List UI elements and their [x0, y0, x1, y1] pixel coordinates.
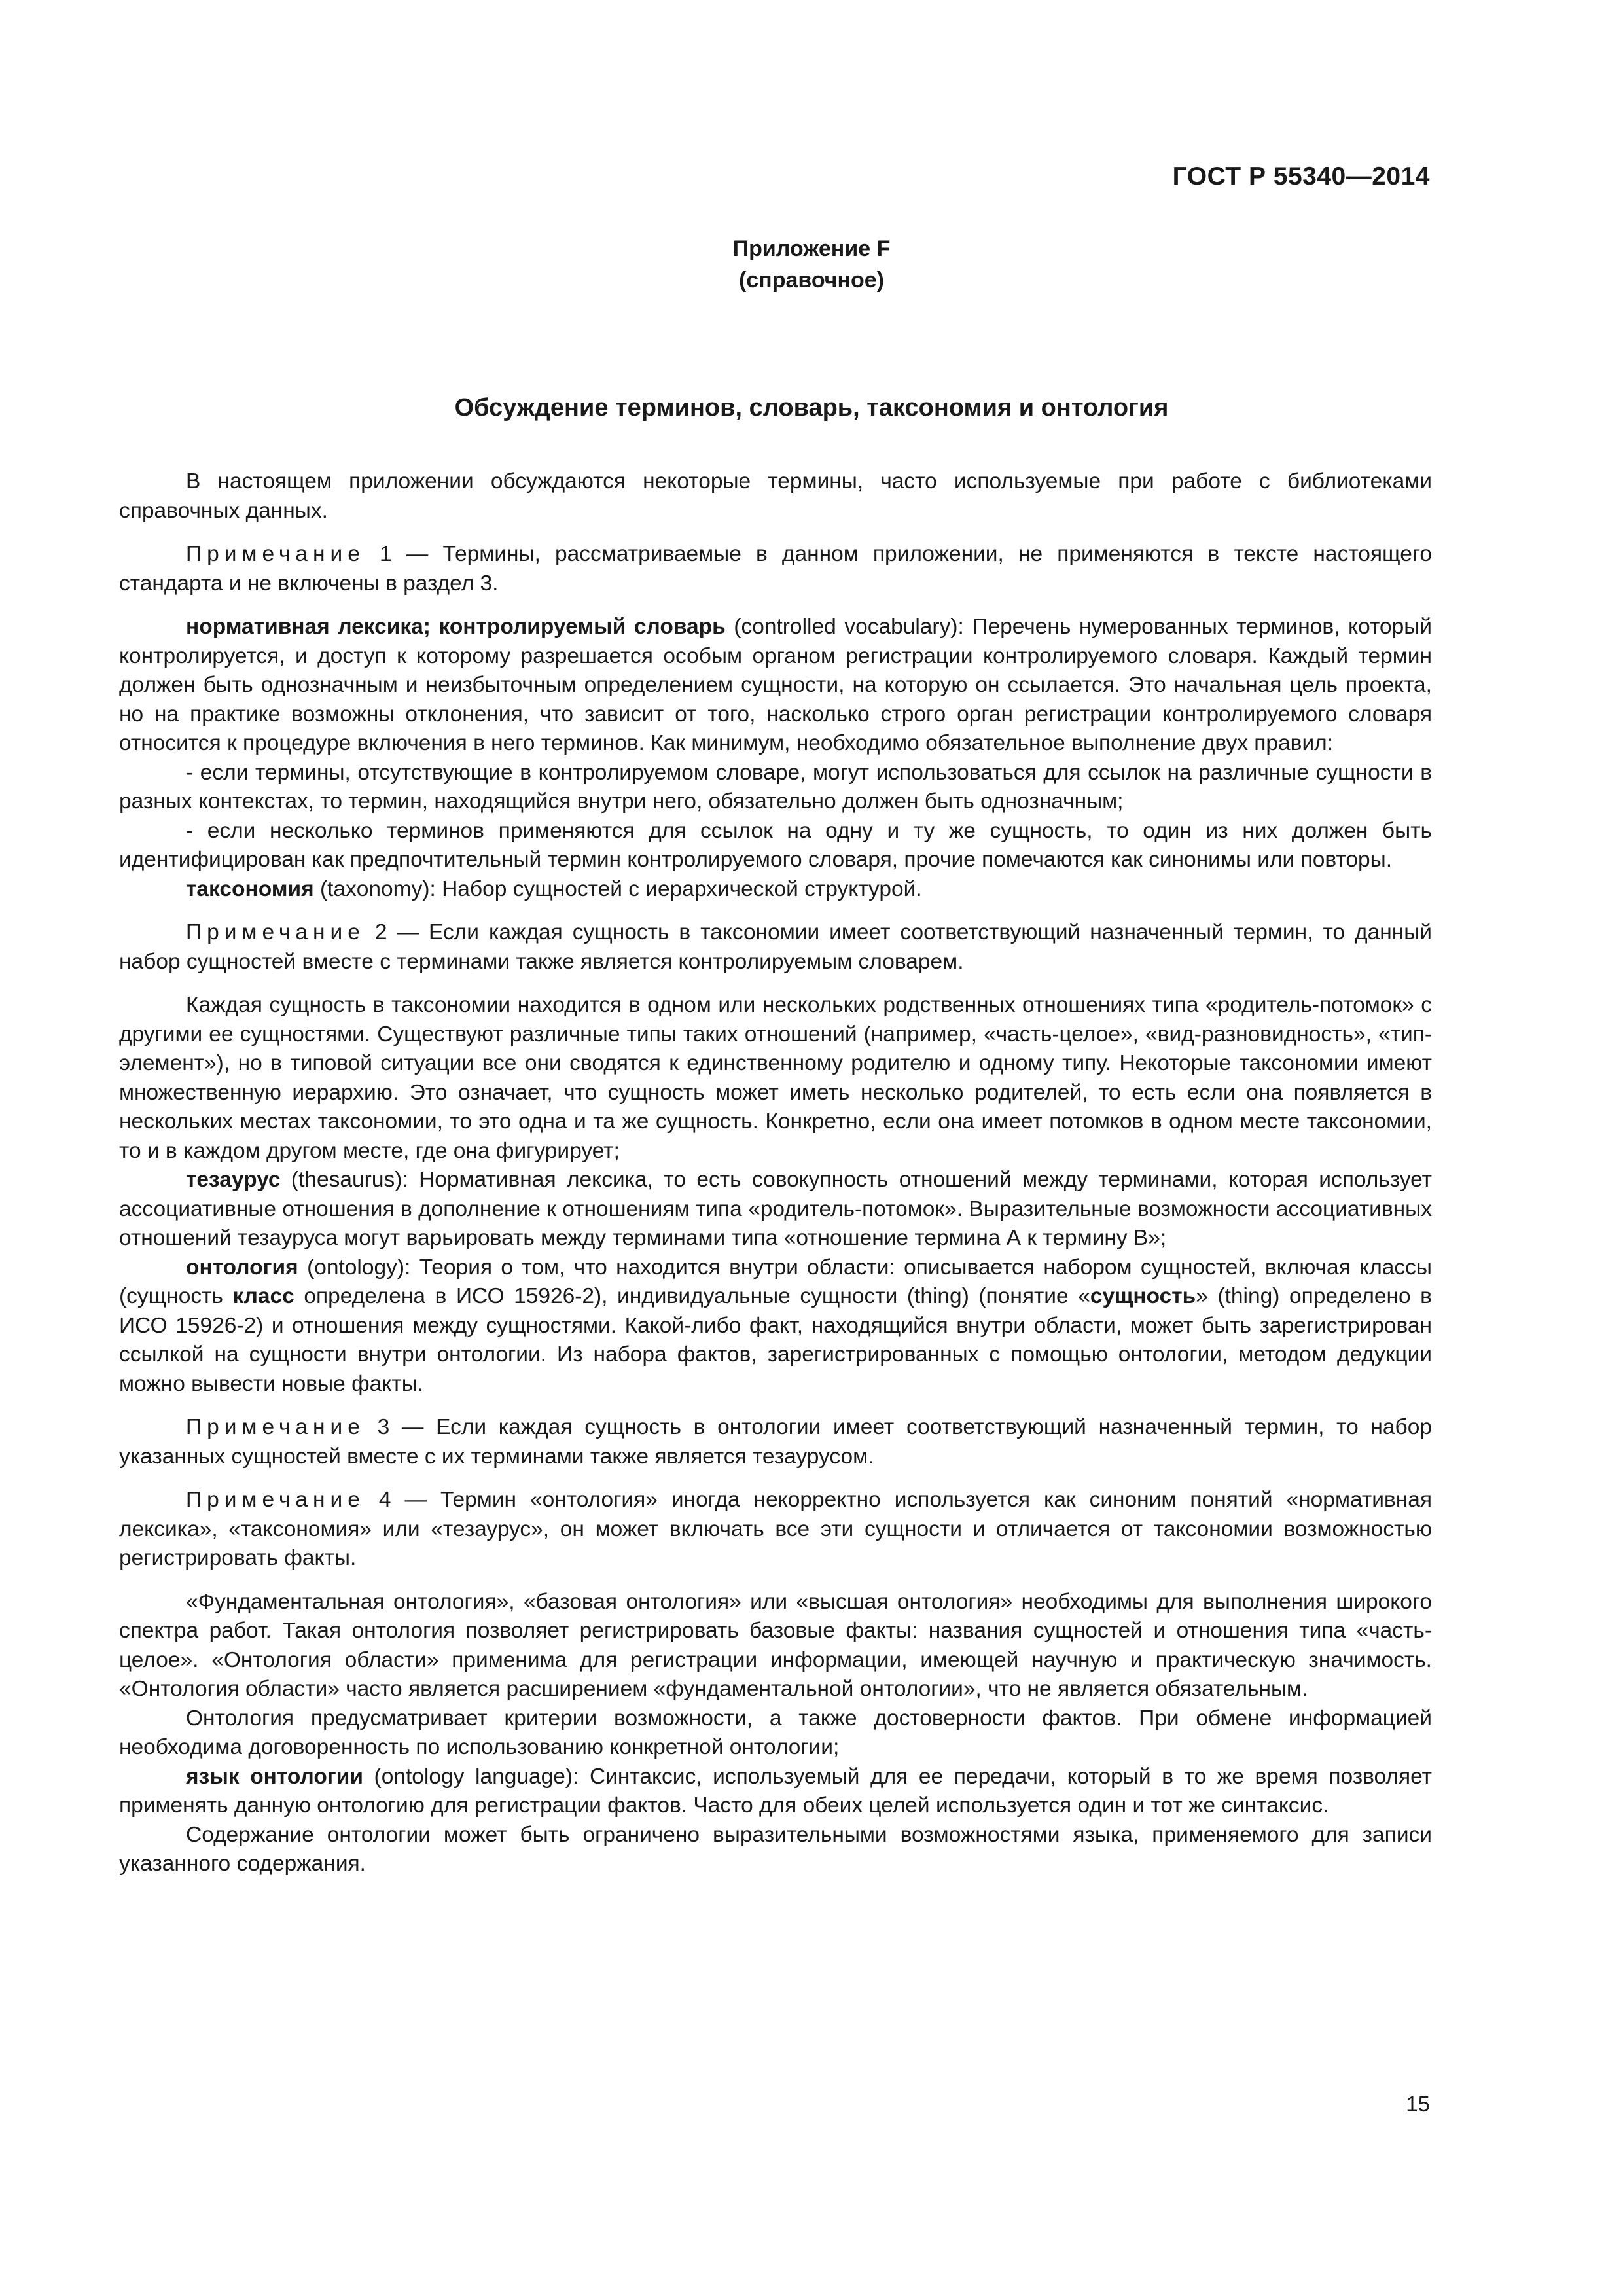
note-text: 4 — Термин «онтология» иногда некорректно используется как синоним понятий «нормативная лексика», «таксономия» или «тезаурус», он может включать все эти сущности и отличается от таксономии возможностью регистрировать факты. — [119, 1488, 1432, 1570]
term-ontology-language — [119, 1763, 1432, 1821]
term-taxonomy — [119, 875, 1432, 905]
term-definition: (ontology): Теория о том, что находится внутри области: описывается набором сущностей, включая классы (сущность — [119, 1255, 1432, 1308]
annex-type: (справочное) — [738, 268, 885, 293]
term-definition: (thesaurus): Нормативная лексика, то есть совокупность отношений между терминами, которая использует ассоциативные отношения в дополнение к отношениям типа «родитель-потомок». Выразительные возможности ассоциативных отношений тезауруса могут варьировать между терминами типа «отношение термина А к термину В»; — [119, 1168, 1432, 1250]
term-definition: (ontology language): Синтаксис, используемый для ее передачи, который в то же время позволяет применять данную онтологию для регистрации фактов. Часто для обеих целей используется один и тот же синтаксис. — [119, 1764, 1432, 1818]
annex-heading — [0, 233, 1623, 296]
term-thesaurus — [119, 1166, 1432, 1253]
annex-label: Приложение F — [732, 236, 891, 261]
paragraph: В настоящем приложении обсуждаются некоторые термины, часто используемые при работе с библиотеками справочных данных. — [119, 469, 1432, 523]
term-name: онтология — [186, 1255, 298, 1280]
paragraph: «Фундаментальная онтология», «базовая онтология» или «высшая онтология» необходимы для выполнения широкого спектра работ. Такая онтология позволяет регистрировать базовые факты: названия сущностей и отношения типа «часть-целое». «Онтология области» применима для регистрации информации, имеющей научную и практическую значимость. «Онтология области» часто является расширением «фундаментальной онтологии», что не является обязательным. — [119, 1589, 1432, 1701]
note-2 — [119, 918, 1432, 977]
note-text: 1 — Термины, рассматриваемые в данном приложении, не применяются в тексте настоящего стандарта и не включены в раздел 3. — [119, 542, 1432, 596]
term-definition: » (thing) определено в ИСО 15926-2) и отношения между сущностями. Какой-либо факт, находящийся внутри области, может быть зарегистрирован ссылкой на сущности внутри онтологии. Из набора фактов, зарегистрированных с помощью онтологии, методом дедукции можно вывести новые факты. — [119, 1284, 1432, 1396]
term-definition: (controlled vocabulary): Перечень нумерованных терминов, который контролируется, и доступ к которому разрешается особым органом регистрации контролируемого словаря. Каждый термин должен быть однозначным и неизбыточным определением сущности, на которую он ссылается. Это начальная цель проекта, но на практике возможны отклонения, что зависит от того, насколько строго орган регистрации контролируемого словаря относится к процедуре включения в него терминов. Как минимум, необходимо обязательное выполнение двух правил: — [119, 615, 1432, 755]
note-label: Примечание — [186, 1488, 365, 1512]
term-controlled-vocabulary — [119, 613, 1432, 759]
note-label: Примечание — [186, 1415, 365, 1439]
term-name: таксономия — [186, 876, 314, 901]
note-4 — [119, 1486, 1432, 1573]
term-definition: определена в ИСО 15926-2), индивидуальные сущности (thing) (понятие « — [294, 1284, 1090, 1308]
bold-word: сущность — [1090, 1284, 1196, 1308]
paragraph: Содержание онтологии может быть ограничено выразительными возможностями языка, применяемого для записи указанного содержания. — [119, 1822, 1432, 1876]
note-3 — [119, 1413, 1432, 1471]
term-name: язык онтологии — [186, 1764, 363, 1789]
term-ontology — [119, 1253, 1432, 1399]
page-number: 15 — [1406, 2092, 1430, 2116]
note-text: 3 — Если каждая сущность в онтологии имеет соответствующий назначенный термин, то набор указанных сущностей вместе с их терминами также является тезаурусом. — [119, 1415, 1432, 1469]
body-text — [119, 467, 1432, 1879]
list-item: - если термины, отсутствующие в контролируемом словаре, могут использоваться для ссылок на различные сущности в разных контекстах, то термин, находящийся внутри него, обязательно должен быть однозначным; — [119, 760, 1432, 814]
term-name: тезаурус — [186, 1168, 281, 1192]
term-name: нормативная лексика; контролируемый словарь — [186, 615, 726, 639]
section-title: Обсуждение терминов, словарь, таксономия и онтология — [454, 394, 1169, 422]
term-definition: (taxonomy): Набор сущностей с иерархической структурой. — [313, 876, 922, 901]
note-text: 2 — Если каждая сущность в таксономии имеет соответствующий назначенный термин, то данный набор сущностей вместе с терминами также является контролируемым словарем. — [119, 920, 1432, 974]
note-label: Примечание — [186, 542, 365, 566]
bold-word: класс — [232, 1284, 294, 1308]
note-label: Примечание — [186, 920, 365, 944]
paragraph: Онтология предусматривает критерии возможности, а также достоверности фактов. При обмене информацией необходима договоренность по использованию конкретной онтологии; — [119, 1706, 1432, 1759]
paragraph: Каждая сущность в таксономии находится в одном или нескольких родственных отношениях типа «родитель-потомок» с другими ее сущностями. Существуют различные типы таких отношений (например, «часть-целое», «вид-разновидность», «тип-элемент»), но в типовой ситуации все они сводятся к единственному родителю и одному типу. Некоторые таксономии имеют множественную иерархию. Это означает, что сущность может иметь несколько родителей, то есть если она появляется в нескольких местах таксономии, то это одна и та же сущность. Конкретно, если она имеет потомков в одном месте таксономии, то и в каждом другом месте, где она фигурирует; — [119, 993, 1432, 1163]
list-item: - если несколько терминов применяются для ссылок на одну и ту же сущность, то один из них должен быть идентифицирован как предпочтительный термин контролируемого словаря, прочие помечаются как синонимы или повторы. — [119, 818, 1432, 872]
document-code: ГОСТ Р 55340—2014 — [1172, 162, 1430, 190]
note-1 — [119, 540, 1432, 598]
